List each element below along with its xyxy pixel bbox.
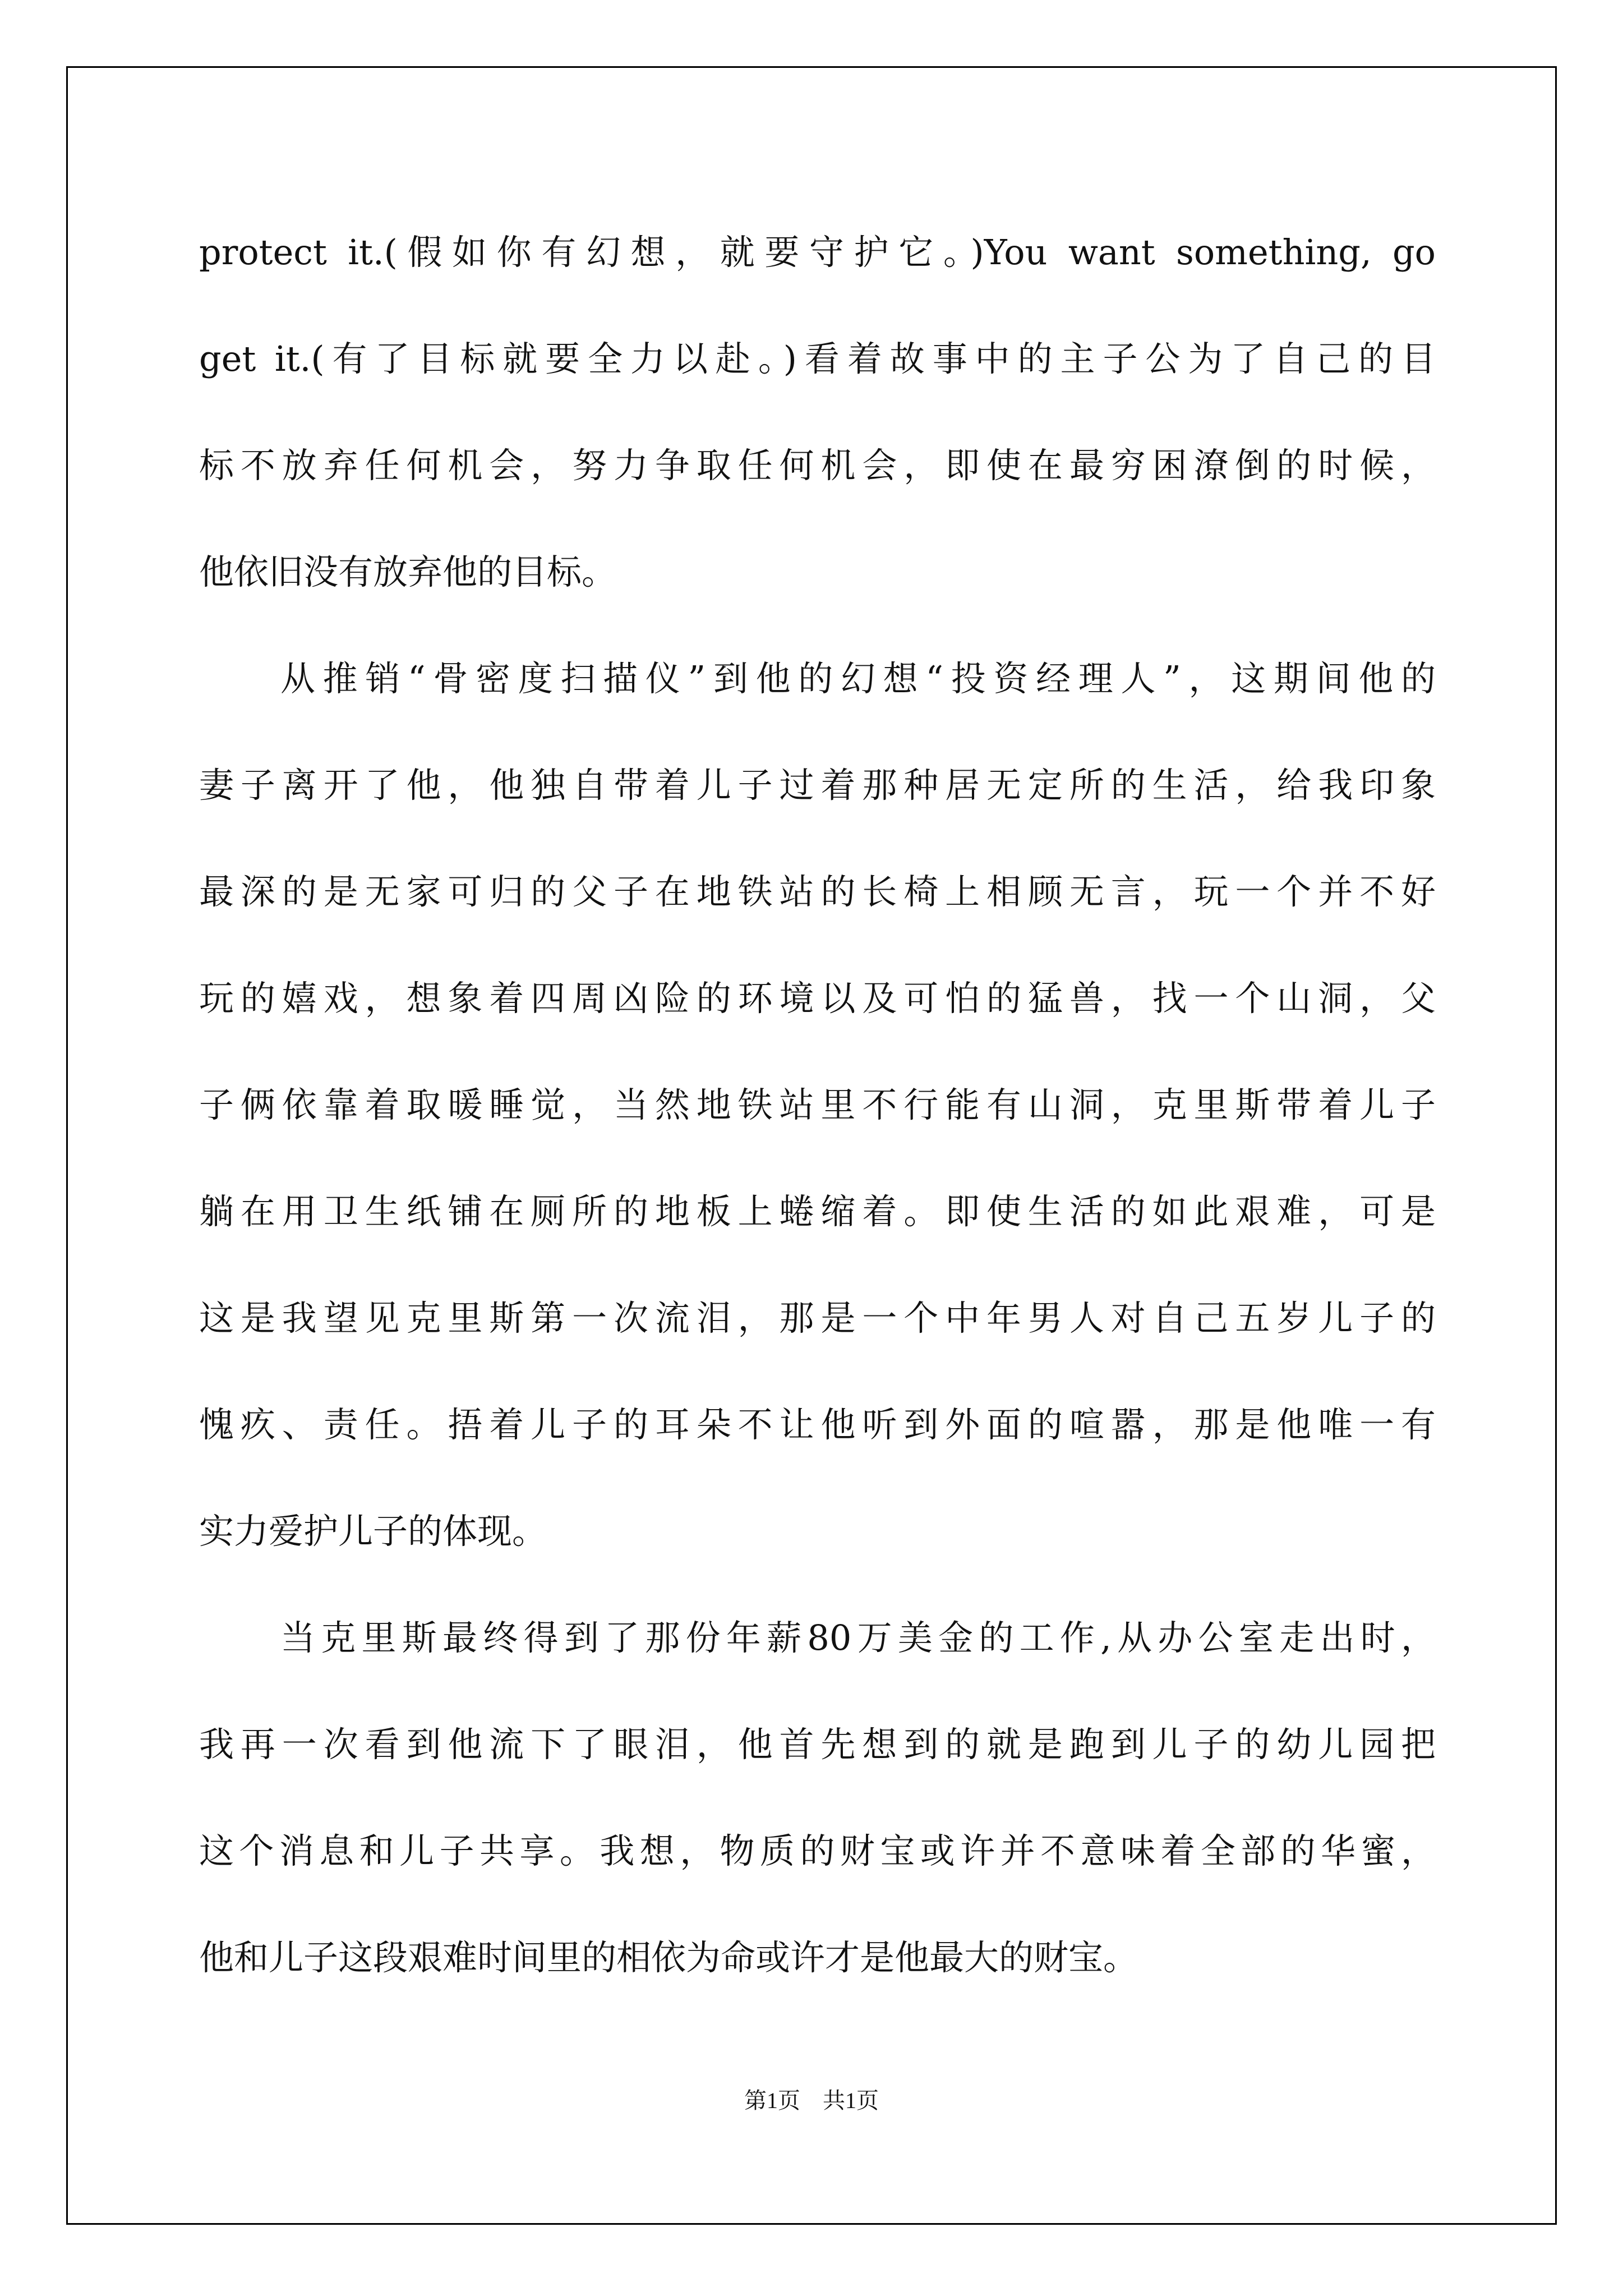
text-line: 躺在用卫生纸铺在厕所的地板上蜷缩着。即使生活的如此艰难，可是 [199, 1191, 1436, 1232]
text-line: 我再一次看到他流下了眼泪，他首先想到的就是跑到儿子的幼儿园把 [199, 1724, 1436, 1765]
page-footer [0, 2084, 1623, 2118]
text-line: 他依旧没有放弃他的目标。 [199, 551, 617, 592]
text-line: get it.(有了目标就要全力以赴。)看着故事中的主子公为了自己的目 [199, 338, 1436, 379]
text-line: 他和儿子这段艰难时间里的相依为命或许才是他最大的财宝。 [199, 1937, 1138, 1978]
page-total: 共1页 [823, 2088, 879, 2113]
page-number: 第1页 [744, 2088, 800, 2113]
text-line: 最深的是无家可归的父子在地铁站的长椅上相顾无言，玩一个并不好 [199, 871, 1436, 912]
text-line: 玩的嬉戏，想象着四周凶险的环境以及可怕的猛兽，找一个山洞，父 [199, 978, 1436, 1019]
text-line: 从推销“骨密度扫描仪”到他的幻想“投资经理人”，这期间他的 [280, 658, 1436, 699]
text-line: 当克里斯最终得到了那份年薪80万美金的工作,从办公室走出时， [280, 1617, 1436, 1658]
text-line: 愧疚、责任。捂着儿子的耳朵不让他听到外面的喧嚣，那是他唯一有 [199, 1404, 1436, 1445]
text-line: 标不放弃任何机会，努力争取任何机会，即使在最穷困潦倒的时候， [199, 445, 1436, 486]
text-line: 妻子离开了他，他独自带着儿子过着那种居无定所的生活，给我印象 [199, 765, 1436, 806]
text-line: 实力爱护儿子的体现。 [199, 1511, 547, 1552]
text-line: 这是我望见克里斯第一次流泪，那是一个中年男人对自己五岁儿子的 [199, 1297, 1436, 1338]
text-line: protect it.(假如你有幻想，就要守护它。)You want something, go [199, 232, 1436, 273]
text-line: 这个消息和儿子共享。我想，物质的财宝或许并不意味着全部的华蜜， [199, 1830, 1436, 1871]
text-line: 子俩依靠着取暖睡觉，当然地铁站里不行能有山洞，克里斯带着儿子 [199, 1084, 1436, 1125]
